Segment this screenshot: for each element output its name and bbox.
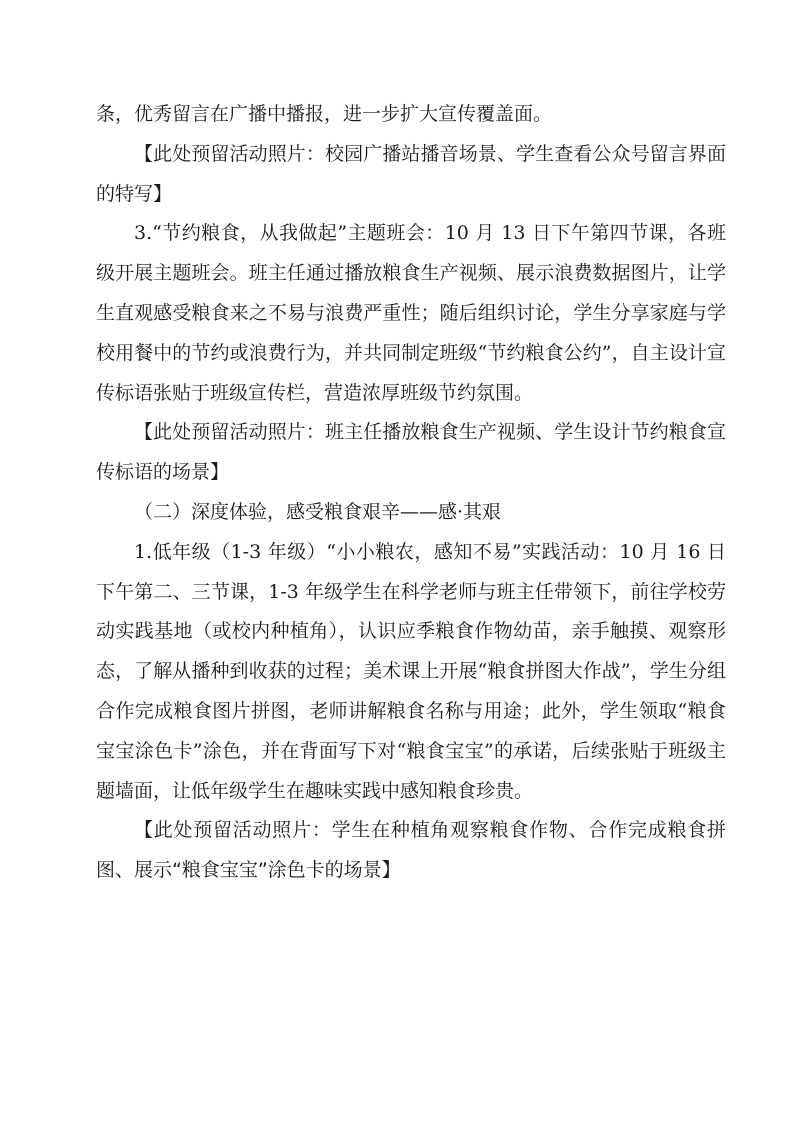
practice-activity-paragraph: 1.低年级（1-3 年级）“小小粮农，感知不易”实践活动：10 月 16 日下午第二、三节课，1-3 年级学生在科学老师与班主任带领下，前往学校劳动实践基地（或校内种植角），认识应季粮食作物幼苗，亲手触摸、观察形态，了解从播种到收获的过程；美术课上开展“粮食拼图大作战”，学生分组合作完成粮食图片拼图，老师讲解粮食名称与用途；此外，学生领取“粮食宝宝涂色卡”涂色，并在背面写下对“粮食宝宝”的承诺，后续张贴于班级主题墙面，让低年级学生在趣味实践中感知粮食珍贵。 [96,540,726,802]
photo-placeholder-note: 【此处预留活动照片：班主任播放粮食生产视频、学生设计节约粮食宣传标语的场景】 [96,421,726,484]
document-body [96,95,726,891]
photo-placeholder-note: 【此处预留活动照片：校园广播站播音场景、学生查看公众号留言界面的特写】 [96,142,726,205]
section-heading: （二）深度体验，感受粮食艰辛——感·其艰 [134,500,502,523]
class-meeting-paragraph: 3.“节约粮食，从我做起”主题班会：10 月 13 日下午第四节课，各班级开展主题班会。班主任通过播放粮食生产视频、展示浪费数据图片，让学生直观感受粮食来之不易与浪费严重性；随后组织讨论，学生分享家庭与学校用餐中的节约或浪费行为，并共同制定班级“节约粮食公约”，自主设计宣传标语张贴于班级宣传栏，营造浓厚班级节约氛围。 [96,222,726,404]
continuation-paragraph: 条，优秀留言在广播中播报，进一步扩大宣传覆盖面。 [96,103,553,125]
photo-placeholder-note: 【此处预留活动照片：学生在种植角观察粮食作物、合作完成粮食拼图、展示“粮食宝宝”涂色卡的场景】 [96,819,726,882]
